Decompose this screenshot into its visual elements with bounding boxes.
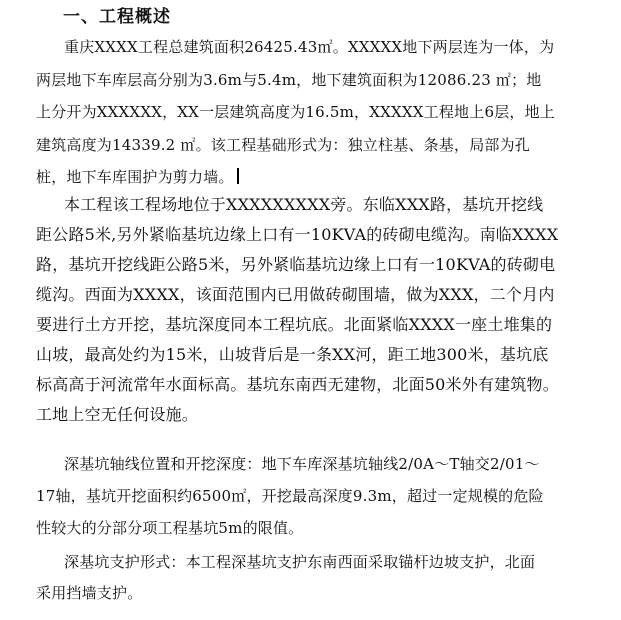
- paragraph-line: 深基坑支护形式：本工程深基坑支护东南西面采取锚杆边坡支护，北面: [64, 553, 536, 571]
- paragraph-line: 本工程该工程场地位于XXXXXXXXX旁。东临XXX路，基坑开挖线: [64, 195, 544, 214]
- paragraph-line: 重庆XXXX工程总建筑面积26425.43㎡。XXXXX地下两层连为一体，为: [64, 38, 555, 56]
- text-cursor: [237, 168, 239, 184]
- paragraph-line: 标高高于河流常年水面标高。基坑东南西无建物，北面50米外有建筑物。: [36, 375, 559, 394]
- paragraph-line: 17轴，基坑开挖面积约6500㎡，开挖最高深度9.3m，超过一定规模的危险: [36, 487, 544, 505]
- paragraph-line: 深基坑轴线位置和开挖深度：地下车库深基坑轴线2/0A～T轴交2/01～: [64, 455, 540, 473]
- paragraph-line: 上分开为XXXXXX，XX一层建筑高度为16.5m，XXXXX工程地上6层，地上: [36, 103, 555, 121]
- paragraph-line: 建筑高度为14339.2 ㎡。该工程基础形式为：独立柱基、条基，局部为孔: [36, 135, 530, 154]
- paragraph-line: 工地上空无任何设施。: [36, 405, 199, 424]
- paragraph-line: 两层地下车库层高分别为3.6m与5.4m，地下建筑面积为12086.23 ㎡；地: [36, 70, 542, 89]
- section-heading: 一、工程概述: [63, 7, 171, 27]
- paragraph-pit-depth: [36, 451, 604, 547]
- paragraph-line: 采用挡墙支护。: [36, 584, 143, 602]
- paragraph-project-area: [36, 34, 604, 197]
- paragraph-line: 距公路5米,另外紧临基坑边缘上口有一10KVA的砖砌电缆沟。南临XXXX: [36, 225, 559, 244]
- paragraph-line: 性较大的分部分项工程基坑5m的限值。: [36, 519, 304, 537]
- paragraph-support-form: [36, 549, 604, 611]
- paragraph-site-location: [36, 191, 604, 431]
- paragraph-line-text: 桩，地下车库围护为剪力墙。: [36, 168, 234, 186]
- paragraph-line: 山坡，最高处约为15米，山坡背后是一条XX河，距工地300米，基坑底: [36, 345, 549, 364]
- paragraph-line: 路，基坑开挖线距公路5米，另外紧临基坑边缘上口有一10KVA的砖砌电: [36, 255, 556, 274]
- paragraph-line: 要进行土方开挖，基坑深度同本工程坑底。北面紧临XXXX一座土堆集的: [36, 315, 553, 334]
- paragraph-line: 缆沟。西面为XXXX，该面范围内已用做砖砌围墙，做为XXX，二个月内: [36, 285, 555, 304]
